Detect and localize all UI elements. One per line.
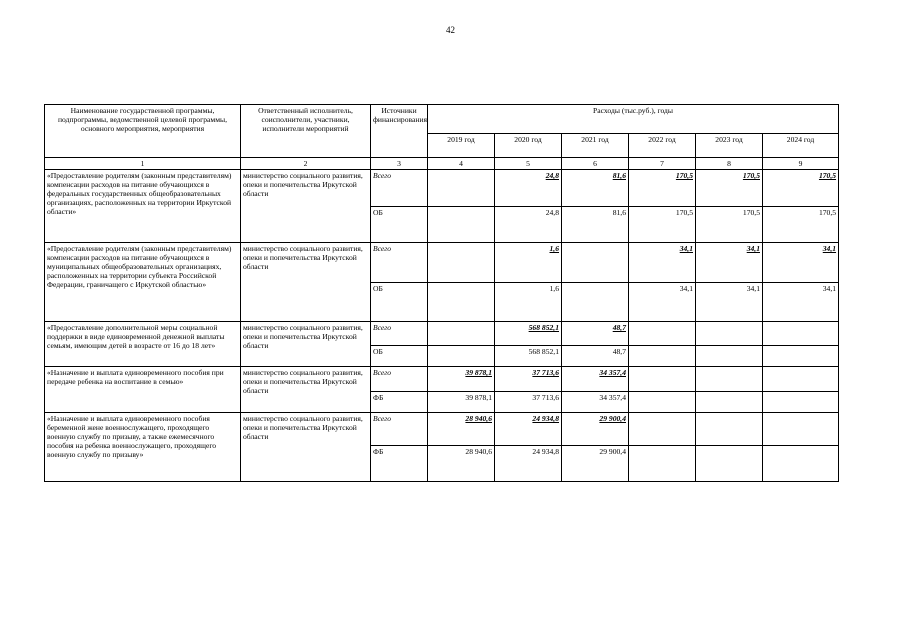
measure-name: «Предоставление дополнительной меры социальной поддержки в виде единовременной денежной выплаты семьям, имеющим детей в возрасте от 16 до 18 лет» xyxy=(45,322,241,367)
header-year: 2021 год xyxy=(562,134,629,158)
measure-executor: министерство социального развития, опеки и попечительства Иркутской области xyxy=(241,322,371,367)
source-value xyxy=(629,446,696,482)
header-year: 2022 год xyxy=(629,134,696,158)
total-value: 568 852,1 xyxy=(495,322,562,346)
table-row-total xyxy=(45,413,839,446)
header-year: 2023 год xyxy=(696,134,763,158)
column-number: 4 xyxy=(428,158,495,170)
page-number: 42 xyxy=(446,25,455,35)
measure-name: «Предоставление родителям (законным представителям) компенсации расходов на питание обучающихся в муниципальных общеобразовательных организациях, расположенных на территории субъекта Российской Федерации, граничащего с Иркутской областью» xyxy=(45,243,241,322)
total-value xyxy=(763,322,839,346)
source-label: ФБ xyxy=(371,446,428,482)
measure-name: «Предоставление родителям (законным представителям) компенсации расходов на питание обучающихся в федеральных государственных общеобразовательных организациях, расположенных на территории Иркутской области» xyxy=(45,170,241,243)
source-value xyxy=(763,346,839,367)
source-value xyxy=(696,392,763,413)
total-value: 37 713,6 xyxy=(495,367,562,392)
total-value xyxy=(629,322,696,346)
measure-executor: министерство социального развития, опеки и попечительства Иркутской области xyxy=(241,413,371,482)
column-number: 8 xyxy=(696,158,763,170)
source-value: 568 852,1 xyxy=(495,346,562,367)
budget-table xyxy=(44,104,839,482)
source-value xyxy=(629,346,696,367)
column-number: 3 xyxy=(371,158,428,170)
source-value: 170,5 xyxy=(629,207,696,243)
total-value: 34 357,4 xyxy=(562,367,629,392)
total-value: 81,6 xyxy=(562,170,629,207)
header-name: Наименование государственной программы, подпрограммы, ведомственной целевой программы, основного мероприятия, мероприятия xyxy=(45,105,241,158)
header-executor: Ответственный исполнитель, соисполнители, участники, исполнители мероприятий xyxy=(241,105,371,158)
table-row-total xyxy=(45,170,839,207)
source-value xyxy=(696,446,763,482)
table-row-total xyxy=(45,243,839,283)
measure-name: «Назначение и выплата единовременного пособия при передаче ребенка на воспитание в семью» xyxy=(45,367,241,413)
total-value: 24 934,8 xyxy=(495,413,562,446)
table-row-total xyxy=(45,367,839,392)
column-number: 9 xyxy=(763,158,839,170)
measure-executor: министерство социального развития, опеки и попечительства Иркутской области xyxy=(241,243,371,322)
total-value: 34,1 xyxy=(629,243,696,283)
source-total-label: Всего xyxy=(371,243,428,283)
total-value: 170,5 xyxy=(629,170,696,207)
source-value: 37 713,6 xyxy=(495,392,562,413)
source-value: 170,5 xyxy=(696,207,763,243)
source-label: ОБ xyxy=(371,283,428,322)
column-number: 6 xyxy=(562,158,629,170)
measure-executor: министерство социального развития, опеки и попечительства Иркутской области xyxy=(241,367,371,413)
total-value xyxy=(696,367,763,392)
source-value: 34 357,4 xyxy=(562,392,629,413)
source-value: 24,8 xyxy=(495,207,562,243)
source-value xyxy=(763,446,839,482)
column-number: 2 xyxy=(241,158,371,170)
total-value: 170,5 xyxy=(696,170,763,207)
table-body xyxy=(45,170,839,482)
header-year: 2024 год xyxy=(763,134,839,158)
header-expenses: Расходы (тыс.руб.), годы xyxy=(428,105,839,134)
source-value xyxy=(428,207,495,243)
total-value xyxy=(428,322,495,346)
total-value xyxy=(629,367,696,392)
total-value: 1,6 xyxy=(495,243,562,283)
total-value: 170,5 xyxy=(763,170,839,207)
source-value: 34,1 xyxy=(763,283,839,322)
total-value: 39 878,1 xyxy=(428,367,495,392)
total-value: 34,1 xyxy=(763,243,839,283)
source-label: ОБ xyxy=(371,207,428,243)
total-value: 29 900,4 xyxy=(562,413,629,446)
measure-name: «Назначение и выплата единовременного пособия беременной жене военнослужащего, проходящего военную службу по призыву, а также ежемесячного пособия на ребенка военнослужащего, проходящего военную службу по призыву» xyxy=(45,413,241,482)
source-value xyxy=(629,392,696,413)
column-number: 7 xyxy=(629,158,696,170)
total-value xyxy=(562,243,629,283)
total-value xyxy=(763,367,839,392)
source-value: 29 900,4 xyxy=(562,446,629,482)
source-value: 34,1 xyxy=(629,283,696,322)
table-row-total xyxy=(45,322,839,346)
total-value: 24,8 xyxy=(495,170,562,207)
column-number: 5 xyxy=(495,158,562,170)
total-value: 28 940,6 xyxy=(428,413,495,446)
total-value xyxy=(428,243,495,283)
source-label: ОБ xyxy=(371,346,428,367)
source-total-label: Всего xyxy=(371,170,428,207)
source-value: 48,7 xyxy=(562,346,629,367)
total-value: 48,7 xyxy=(562,322,629,346)
column-number: 1 xyxy=(45,158,241,170)
source-total-label: Всего xyxy=(371,413,428,446)
source-value xyxy=(763,392,839,413)
source-value xyxy=(562,283,629,322)
source-value xyxy=(428,346,495,367)
column-number-row xyxy=(45,158,839,170)
total-value xyxy=(629,413,696,446)
source-value: 24 934,8 xyxy=(495,446,562,482)
source-value xyxy=(696,346,763,367)
source-total-label: Всего xyxy=(371,322,428,346)
total-value xyxy=(696,322,763,346)
total-value xyxy=(763,413,839,446)
source-value: 39 878,1 xyxy=(428,392,495,413)
header-year: 2020 год xyxy=(495,134,562,158)
total-value: 34,1 xyxy=(696,243,763,283)
source-value: 81,6 xyxy=(562,207,629,243)
total-value xyxy=(696,413,763,446)
header-source: Источники финансирования xyxy=(371,105,428,158)
header-year: 2019 год xyxy=(428,134,495,158)
source-value: 28 940,6 xyxy=(428,446,495,482)
measure-executor: министерство социального развития, опеки и попечительства Иркутской области xyxy=(241,170,371,243)
source-value: 1,6 xyxy=(495,283,562,322)
source-total-label: Всего xyxy=(371,367,428,392)
total-value xyxy=(428,170,495,207)
source-label: ФБ xyxy=(371,392,428,413)
table-header xyxy=(45,105,839,170)
source-value xyxy=(428,283,495,322)
source-value: 170,5 xyxy=(763,207,839,243)
source-value: 34,1 xyxy=(696,283,763,322)
